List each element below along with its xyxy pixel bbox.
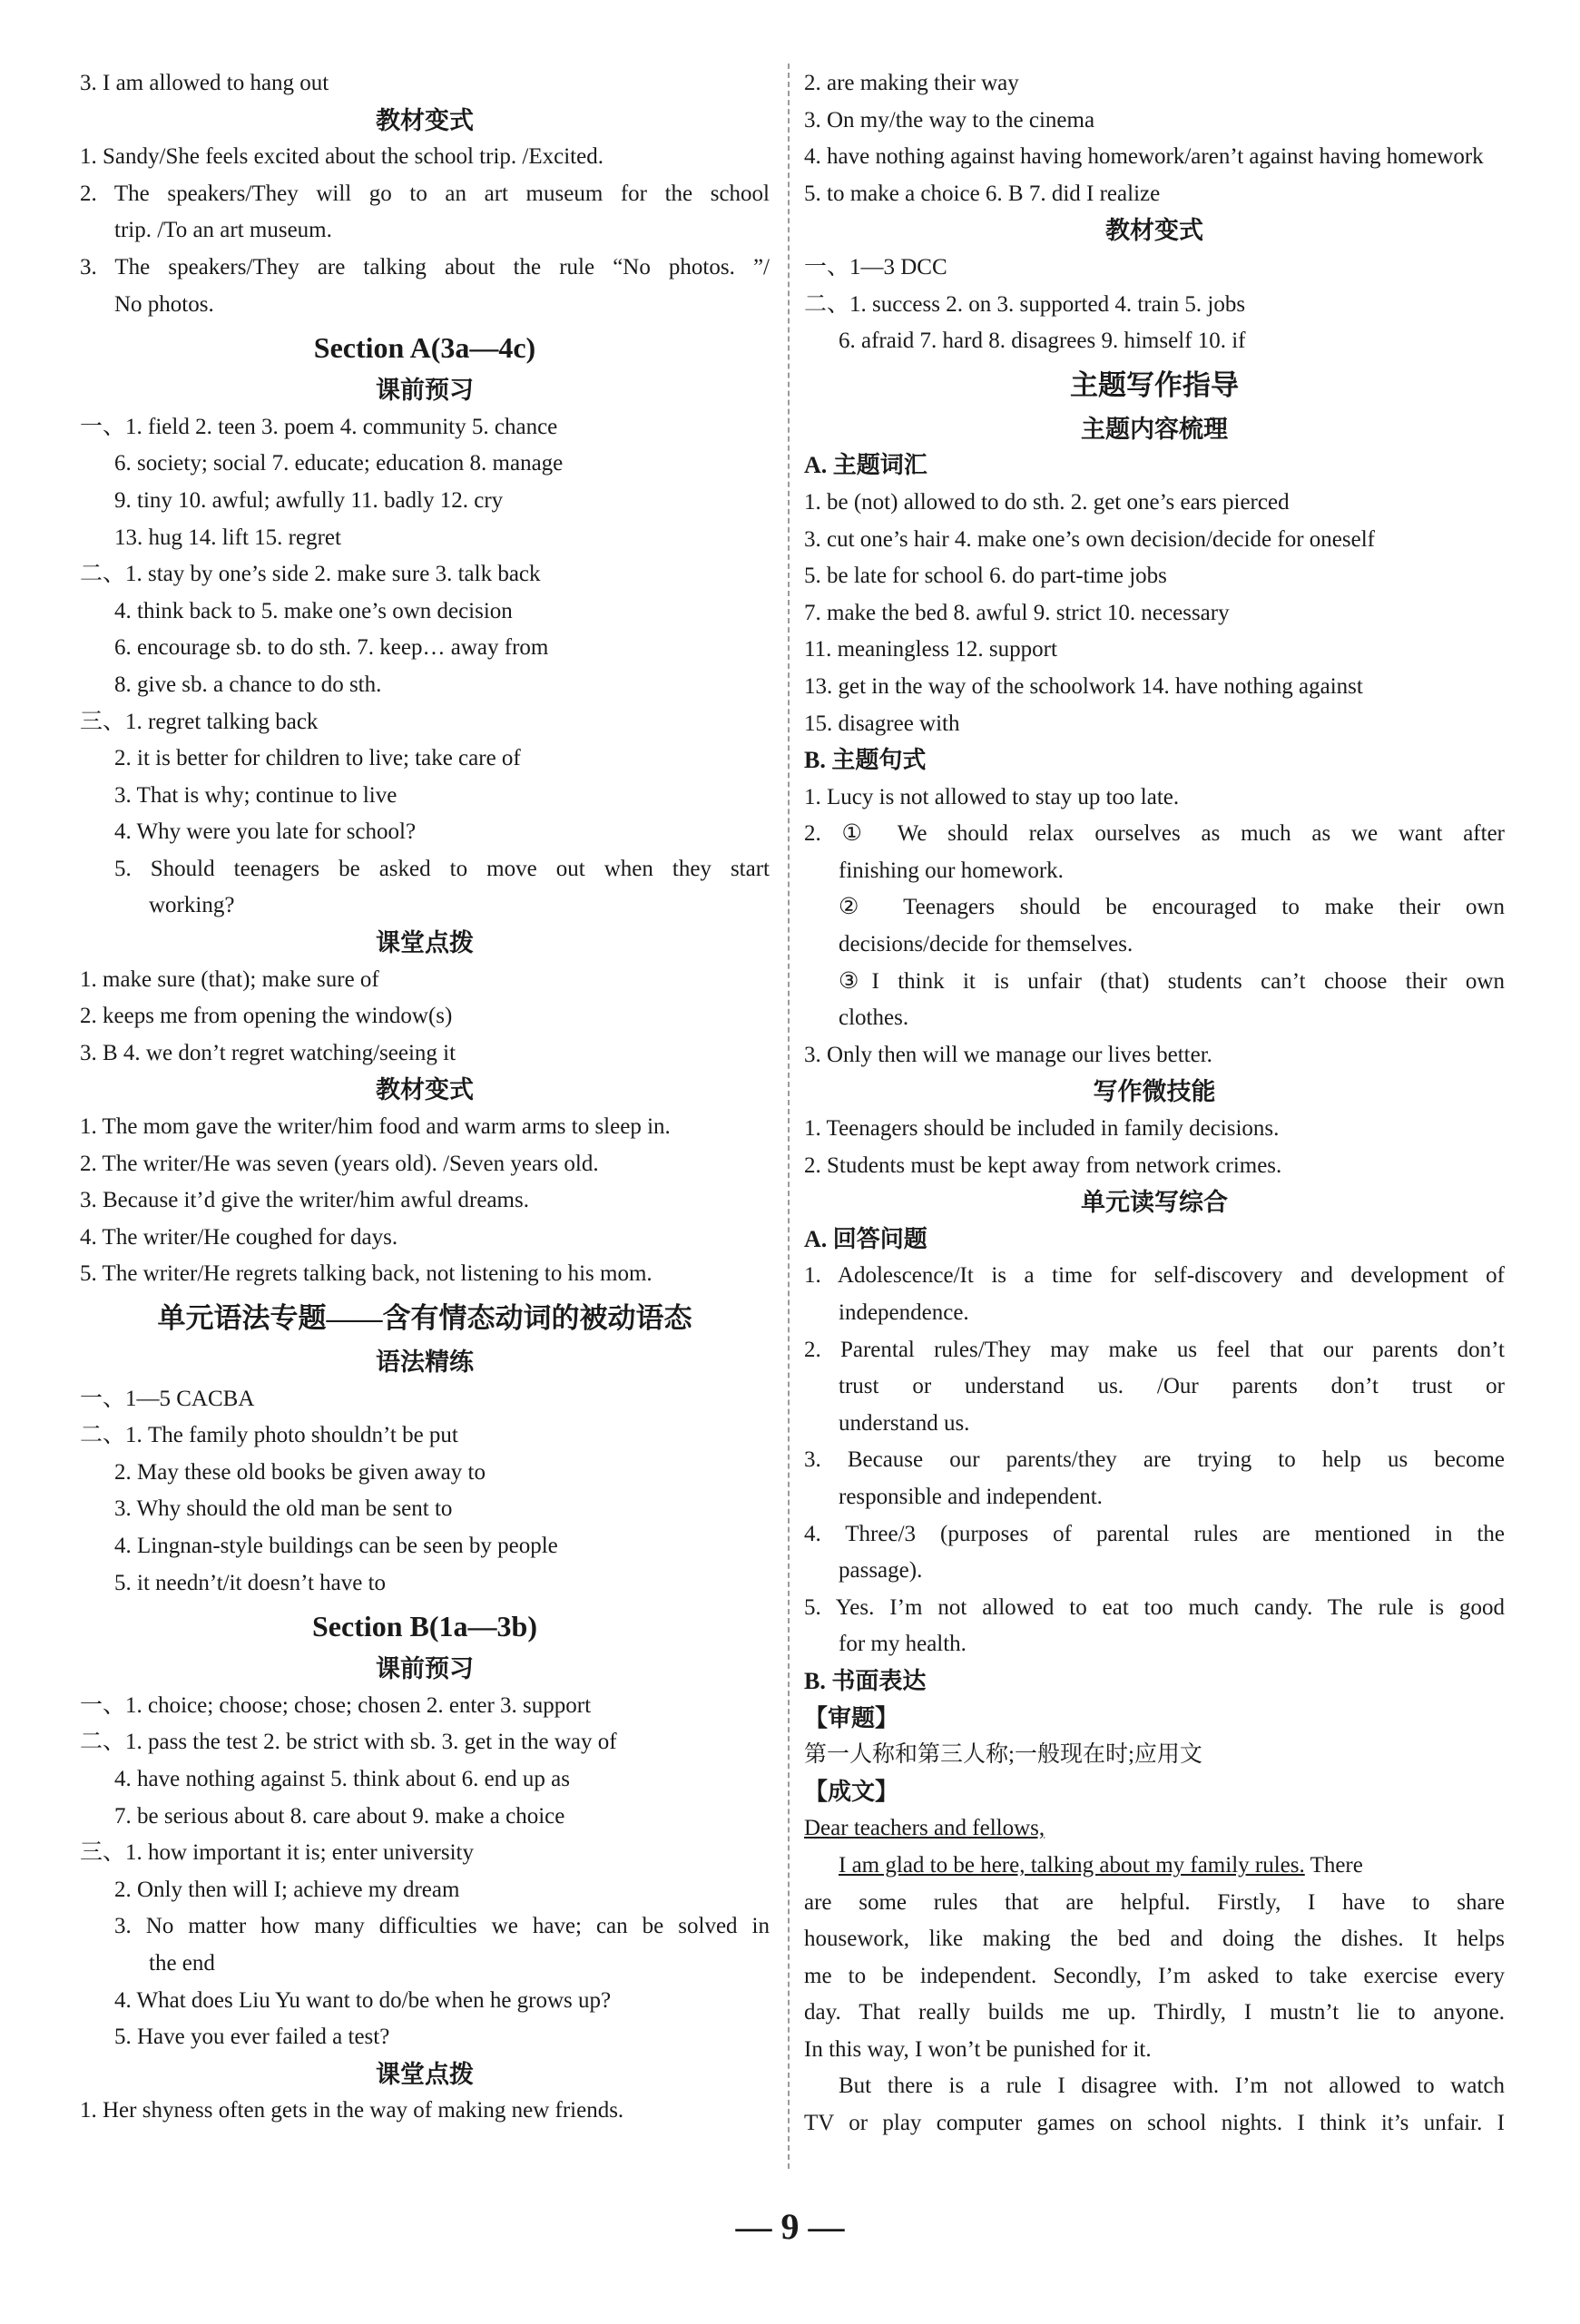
answer-line: 2. it is better for children to live; take care of xyxy=(114,746,521,771)
answer-line: 一、1. choice; choose; chose; chosen 2. enter 3. support xyxy=(80,1692,592,1718)
left-column xyxy=(80,65,770,2130)
essay-line xyxy=(804,1848,1505,1885)
answer-line: 三、1. regret talking back xyxy=(80,709,319,734)
answer-line: 5. The writer/He regrets talking back, not listening to his mom. xyxy=(80,1261,653,1287)
answer-line: 二、1. pass the test 2. be strict with sb. 3. get in the way of xyxy=(80,1730,617,1755)
subsection-label: B. 主题句式 xyxy=(804,747,927,774)
answer-line: trip. /To an art museum. xyxy=(114,218,332,243)
answer-line: 5. to make a choice 6. B 7. did I realize xyxy=(804,181,1161,206)
chapter-heading: 主题写作指导 xyxy=(1070,368,1239,401)
answer-line: 4. Lingnan-style buildings can be seen by people xyxy=(114,1533,558,1558)
answer-line: 13. get in the way of the schoolwork 14. have nothing against xyxy=(804,673,1363,699)
answer-line: responsible and independent. xyxy=(839,1484,1103,1509)
answer-line: me to be independent. Secondly, I’m asked to take exercise every xyxy=(804,1963,1505,1988)
right-column xyxy=(804,65,1505,2143)
answer-line: 1. Teenagers should be included in family decisions. xyxy=(804,1116,1280,1142)
answer-line: housework, like making the bed and doing the dishes. It helps xyxy=(804,1927,1505,1952)
answer-line: No photos. xyxy=(114,291,214,317)
answer-line: 5. Should teenagers be asked to move out when they start xyxy=(114,856,770,881)
answer-line: 3. Because it’d give the writer/him awful dreams. xyxy=(80,1188,529,1213)
answer-line: 1. Lucy is not allowed to stay up too late. xyxy=(804,784,1180,809)
subsection-label: 【审题】 xyxy=(804,1704,899,1731)
answer-line: 二、1. success 2. on 3. supported 4. train 5. jobs xyxy=(804,291,1246,317)
answer-line: 2. are making their way xyxy=(804,71,1019,95)
answer-line: 二、1. stay by one’s side 2. make sure 3. talk back xyxy=(80,562,541,587)
answer-line: 3. No matter how many difficulties we have; can be solved in xyxy=(114,1914,770,1939)
section-heading: 课前预习 xyxy=(376,377,474,405)
section-heading: 课堂点拨 xyxy=(376,2060,474,2088)
answer-line: 5. Have you ever failed a test? xyxy=(114,2025,390,2050)
answer-line: 7. make the bed 8. awful 9. strict 10. necessary xyxy=(804,600,1230,625)
section-heading: 课堂点拨 xyxy=(376,929,474,957)
answer-line: TV or play computer games on school nights. I think it’s unfair. I xyxy=(804,2111,1505,2136)
answer-line: 1. be (not) allowed to do sth. 2. get one’s ears pierced xyxy=(804,489,1290,515)
answer-line: In this way, I won’t be punished for it. xyxy=(804,2036,1152,2062)
section-heading: 写作微技能 xyxy=(1093,1078,1216,1106)
answer-line: 2. Students must be kept away from network crimes. xyxy=(804,1152,1282,1178)
answer-line: understand us. xyxy=(839,1410,970,1436)
answer-line: 4. think back to 5. make one’s own decision xyxy=(114,598,513,623)
answer-line: 9. tiny 10. awful; awfully 11. badly 12. cry xyxy=(114,487,504,513)
answer-line: 3. Because our parents/they are trying to help us become xyxy=(804,1447,1505,1473)
section-heading: 语法精练 xyxy=(376,1348,474,1376)
answer-line: the end xyxy=(149,1950,215,1976)
page-number: — 9 — xyxy=(735,2206,845,2247)
answer-line: independence. xyxy=(839,1300,969,1325)
section-heading: 单元读写综合 xyxy=(1081,1189,1228,1217)
chapter-heading: 单元语法专题——含有情态动词的被动语态 xyxy=(157,1302,692,1334)
answer-line: 3. Only then will we manage our lives better. xyxy=(804,1042,1212,1067)
answer-line: 4. Three/3 (purposes of parental rules are mentioned in the xyxy=(804,1521,1505,1546)
subsection-label: B. 书面表达 xyxy=(804,1667,927,1694)
answer-line: are some rules that are helpful. Firstly, I have to share xyxy=(804,1889,1505,1915)
answer-line: 3. Why should the old man be sent to xyxy=(114,1496,453,1522)
answer-line: 13. hug 14. lift 15. regret xyxy=(114,525,341,550)
answer-line: finishing our homework. xyxy=(839,858,1064,883)
section-heading: 课前预习 xyxy=(376,1655,474,1683)
answer-line: clothes. xyxy=(839,1005,909,1031)
answer-line: 1. make sure (that); make sure of xyxy=(80,966,379,992)
essay-text: There xyxy=(1310,1852,1363,1878)
section-heading: 教材变式 xyxy=(376,1076,474,1104)
answer-line: 4. have nothing against 5. think about 6. end up as xyxy=(114,1766,571,1791)
answer-line: 6. society; social 7. educate; education 8. manage xyxy=(114,451,564,476)
answer-line: 2. ① We should relax ourselves as much as we want after xyxy=(804,821,1505,847)
column-divider xyxy=(788,64,790,2169)
essay-underlined-sentence: I am glad to be here, talking about my family rules. xyxy=(839,1852,1305,1878)
answer-line: 2. May these old books be given away to xyxy=(114,1459,486,1485)
answer-line: 4. What does Liu Yu want to do/be when he grows up? xyxy=(114,1987,612,2013)
answer-line: 一、1—5 CACBA xyxy=(80,1386,255,1411)
answer-line: 3. That is why; continue to live xyxy=(114,782,397,808)
answer-line: 5. it needn’t/it doesn’t have to xyxy=(114,1570,387,1595)
answer-line: 1. Adolescence/It is a time for self-discovery and development of xyxy=(804,1263,1505,1289)
answer-line: 一、1. field 2. teen 3. poem 4. community 5. chance xyxy=(80,414,558,439)
subsection-label: 【成文】 xyxy=(804,1778,899,1805)
section-heading: 教材变式 xyxy=(1105,217,1203,245)
answer-line: 5. Yes. I’m not allowed to eat too much candy. The rule is good xyxy=(804,1594,1505,1620)
answer-line: 3. The speakers/They are talking about the rule “No photos. ”/ xyxy=(80,254,770,279)
answer-line: But there is a rule I disagree with. I’m not allowed to watch xyxy=(839,2074,1505,2099)
answer-line: 2. Only then will I; achieve my dream xyxy=(114,1877,460,1902)
answer-line: 2. keeps me from opening the window(s) xyxy=(80,1004,453,1029)
answer-line: 11. meaningless 12. support xyxy=(804,637,1057,662)
answer-line: 2. Parental rules/They may make us feel that our parents don’t xyxy=(804,1337,1505,1362)
answer-line: 3. On my/the way to the cinema xyxy=(804,107,1095,132)
answer-line: 4. have nothing against having homework/aren’t against having homework xyxy=(804,144,1484,170)
answer-line: 一、1—3 DCC xyxy=(804,254,947,279)
answer-line: 6. encourage sb. to do sth. 7. keep… away from xyxy=(114,635,549,661)
answer-line: for my health. xyxy=(839,1632,967,1657)
answer-line: 15. disagree with xyxy=(804,711,960,736)
subsection-label: A. 回答问题 xyxy=(804,1225,927,1252)
section-title: Section B(1a—3b) xyxy=(312,1610,537,1643)
answer-line: Dear teachers and fellows, xyxy=(804,1816,1045,1841)
answer-line: 二、1. The family photo shouldn’t be put xyxy=(80,1423,458,1448)
answer-line: 7. be serious about 8. care about 9. make a choice xyxy=(114,1803,565,1829)
answer-line: 三、1. how important it is; enter university xyxy=(80,1840,474,1866)
section-heading: 教材变式 xyxy=(376,106,474,134)
answer-line: ③I think it is unfair (that) students can’t choose their own xyxy=(839,968,1505,994)
answer-line: 4. Why were you late for school? xyxy=(114,819,417,845)
section-title: Section A(3a—4c) xyxy=(313,331,536,365)
answer-line: 1. Her shyness often gets in the way of making new friends. xyxy=(80,2098,624,2123)
answer-line: 3. I am allowed to hang out xyxy=(80,71,329,95)
answer-line: 3. B 4. we don’t regret watching/seeing it xyxy=(80,1040,456,1065)
answer-line: 4. The writer/He coughed for days. xyxy=(80,1224,398,1250)
answer-line: working? xyxy=(149,893,235,918)
answer-line: trust or understand us. /Our parents don’t trust or xyxy=(839,1374,1505,1399)
answer-line: ② Teenagers should be encouraged to make their own xyxy=(839,895,1505,920)
answer-line: day. That really builds me up. Thirdly, I mustn’t lie to anyone. xyxy=(804,2000,1505,2025)
answer-line: 1. The mom gave the writer/him food and warm arms to sleep in. xyxy=(80,1114,671,1140)
answer-line: 1. Sandy/She feels excited about the school trip. /Excited. xyxy=(80,144,604,170)
answer-line: passage). xyxy=(839,1558,923,1584)
answer-line: 5. be late for school 6. do part-time jobs xyxy=(804,564,1167,589)
section-heading: 主题内容梳理 xyxy=(1081,415,1228,443)
answer-line: 3. cut one’s hair 4. make one’s own decision/decide for oneself xyxy=(804,526,1375,552)
answer-line: 第一人称和第三人称;一般现在时;应用文 xyxy=(804,1742,1202,1768)
answer-line: 8. give sb. a chance to do sth. xyxy=(114,672,382,697)
answer-line: decisions/decide for themselves. xyxy=(839,932,1133,957)
subsection-label: A. 主题词汇 xyxy=(804,452,927,479)
answer-line: 2. The writer/He was seven (years old). /Seven years old. xyxy=(80,1151,599,1176)
answer-line: 6. afraid 7. hard 8. disagrees 9. himself 10. if xyxy=(839,328,1246,354)
answer-line: 2. The speakers/They will go to an art museum for the school xyxy=(80,181,770,206)
